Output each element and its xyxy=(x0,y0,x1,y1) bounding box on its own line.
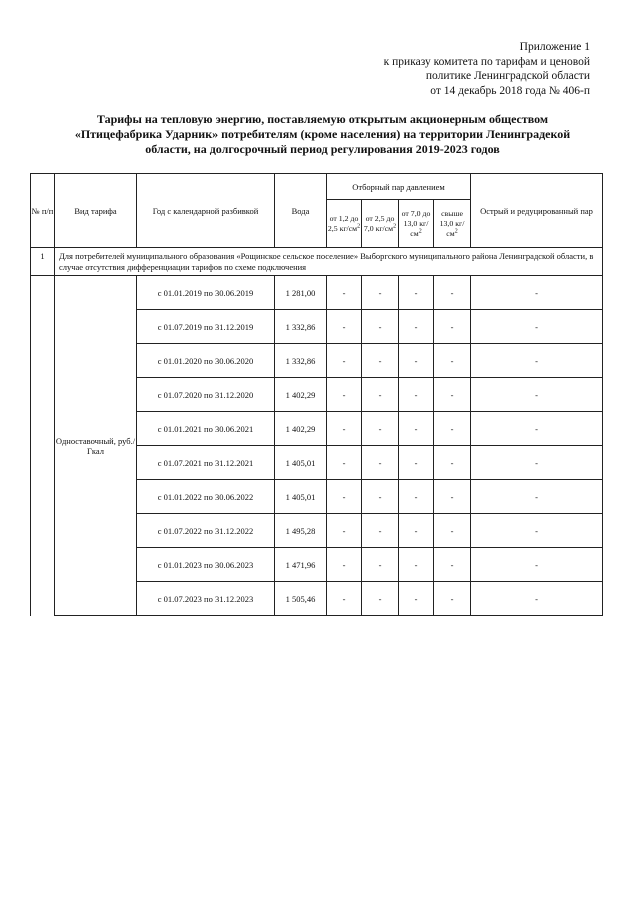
steam-1-cell: - xyxy=(327,412,362,446)
header-sharp-steam: Острый и редуцированный пар xyxy=(471,174,603,248)
steam-3-cell: - xyxy=(399,446,434,480)
period-cell: с 01.07.2022 по 31.12.2022 xyxy=(137,514,275,548)
period-cell: с 01.07.2023 по 31.12.2023 xyxy=(137,582,275,616)
water-cell: 1 332,86 xyxy=(275,310,327,344)
header-steam-2: от 2,5 до 7,0 $кг/см^2$ xyxy=(362,200,399,248)
steam-3-cell: - xyxy=(399,310,434,344)
steam-1-cell: - xyxy=(327,378,362,412)
header-steam-1: от 1,2 до 2,5 $кг/см^2$ xyxy=(327,200,362,248)
sharp-steam-cell: - xyxy=(471,582,603,616)
steam-1-cell: - xyxy=(327,514,362,548)
tariff-name-cell: Одноставочный, руб./Гкал xyxy=(55,276,137,616)
period-cell: с 01.01.2021 по 30.06.2021 xyxy=(137,412,275,446)
steam-1-cell: - xyxy=(327,276,362,310)
appendix-line-3: политике Ленинградской области xyxy=(425,70,590,82)
row-number-cell xyxy=(31,276,55,616)
steam-3-cell: - xyxy=(399,344,434,378)
sharp-steam-cell: - xyxy=(471,480,603,514)
period-cell: с 01.07.2019 по 31.12.2019 xyxy=(137,310,275,344)
steam-4-cell: - xyxy=(434,480,471,514)
steam-3-cell: - xyxy=(399,480,434,514)
steam-4-cell: - xyxy=(434,548,471,582)
steam-2-cell: - xyxy=(362,378,399,412)
water-cell: 1 332,86 xyxy=(275,344,327,378)
steam-4-cell: - xyxy=(434,446,471,480)
header-water: Вода xyxy=(275,174,327,248)
sharp-steam-cell: - xyxy=(471,344,603,378)
period-cell: с 01.07.2021 по 31.12.2021 xyxy=(137,446,275,480)
steam-2-cell: - xyxy=(362,446,399,480)
period-cell: с 01.01.2020 по 30.06.2020 xyxy=(137,344,275,378)
steam-2-cell: - xyxy=(362,514,399,548)
steam-1-cell: - xyxy=(327,480,362,514)
steam-2-cell: - xyxy=(362,480,399,514)
period-cell: с 01.01.2023 по 30.06.2023 xyxy=(137,548,275,582)
title-line-1: Тарифы на тепловую энергию, поставляемую открытым акционерным обществом xyxy=(96,112,549,126)
period-cell: с 01.07.2020 по 31.12.2020 xyxy=(137,378,275,412)
steam-4-cell: - xyxy=(434,412,471,446)
header-number: № п/п xyxy=(31,174,55,248)
steam-2-cell: - xyxy=(362,310,399,344)
appendix-line-1: Приложение 1 xyxy=(519,41,590,53)
sharp-steam-cell: - xyxy=(471,412,603,446)
header-tariff-type: Вид тарифа xyxy=(55,174,137,248)
sharp-steam-cell: - xyxy=(471,378,603,412)
sharp-steam-cell: - xyxy=(471,276,603,310)
water-cell: 1 405,01 xyxy=(275,480,327,514)
steam-4-cell: - xyxy=(434,378,471,412)
steam-4-cell: - xyxy=(434,310,471,344)
sharp-steam-cell: - xyxy=(471,446,603,480)
appendix-header xyxy=(300,40,590,98)
steam-1-cell: - xyxy=(327,446,362,480)
header-year: Год с календарной разбивкой xyxy=(137,174,275,248)
water-cell: 1 402,29 xyxy=(275,412,327,446)
steam-1-cell: - xyxy=(327,344,362,378)
steam-2-cell: - xyxy=(362,276,399,310)
document-title xyxy=(50,112,595,157)
steam-1-cell: - xyxy=(327,582,362,616)
steam-4-cell: - xyxy=(434,344,471,378)
period-cell: с 01.01.2022 по 30.06.2022 xyxy=(137,480,275,514)
water-cell: 1 505,46 xyxy=(275,582,327,616)
period-cell: с 01.01.2019 по 30.06.2019 xyxy=(137,276,275,310)
title-line-3: области, на долгосрочный период регулирования 2019-2023 годов xyxy=(145,142,500,156)
steam-4-cell: - xyxy=(434,276,471,310)
section-row xyxy=(31,248,603,276)
header-steam-group: Отборный пар давлением xyxy=(327,174,471,200)
steam-2-cell: - xyxy=(362,344,399,378)
appendix-line-2: к приказу комитета по тарифам и ценовой xyxy=(383,55,590,68)
steam-4-cell: - xyxy=(434,582,471,616)
water-cell: 1 402,29 xyxy=(275,378,327,412)
section-description: Для потребителей муниципального образования «Рощинское сельское поселение» Выборгского муниципального района Ленинградской области, в случае отсутствия дифференциации тарифов по схеме подключения xyxy=(55,248,603,276)
steam-3-cell: - xyxy=(399,548,434,582)
sharp-steam-cell: - xyxy=(471,548,603,582)
header-steam-3: от 7,0 до 13,0 $кг/см^2$ xyxy=(399,200,434,248)
steam-1-cell: - xyxy=(327,310,362,344)
sharp-steam-cell: - xyxy=(471,514,603,548)
steam-4-cell: - xyxy=(434,514,471,548)
steam-3-cell: - xyxy=(399,412,434,446)
header-steam-4: свыше 13,0 $кг/см^2$ xyxy=(434,200,471,248)
water-cell: 1 405,01 xyxy=(275,446,327,480)
sharp-steam-cell: - xyxy=(471,310,603,344)
steam-3-cell: - xyxy=(399,378,434,412)
water-cell: 1 471,96 xyxy=(275,548,327,582)
steam-2-cell: - xyxy=(362,548,399,582)
steam-3-cell: - xyxy=(399,582,434,616)
section-number: 1 xyxy=(31,248,55,276)
water-cell: 1 495,28 xyxy=(275,514,327,548)
water-cell: 1 281,00 xyxy=(275,276,327,310)
steam-1-cell: - xyxy=(327,548,362,582)
table-row xyxy=(31,276,603,310)
title-line-2: «Птицефабрика Ударник» потребителям (кроме населения) на территории Ленинградекой xyxy=(74,127,571,141)
appendix-line-4: от 14 декабрь 2018 года № 406-п xyxy=(430,84,590,97)
steam-2-cell: - xyxy=(362,582,399,616)
tariff-table xyxy=(30,173,603,616)
steam-3-cell: - xyxy=(399,276,434,310)
steam-2-cell: - xyxy=(362,412,399,446)
steam-3-cell: - xyxy=(399,514,434,548)
